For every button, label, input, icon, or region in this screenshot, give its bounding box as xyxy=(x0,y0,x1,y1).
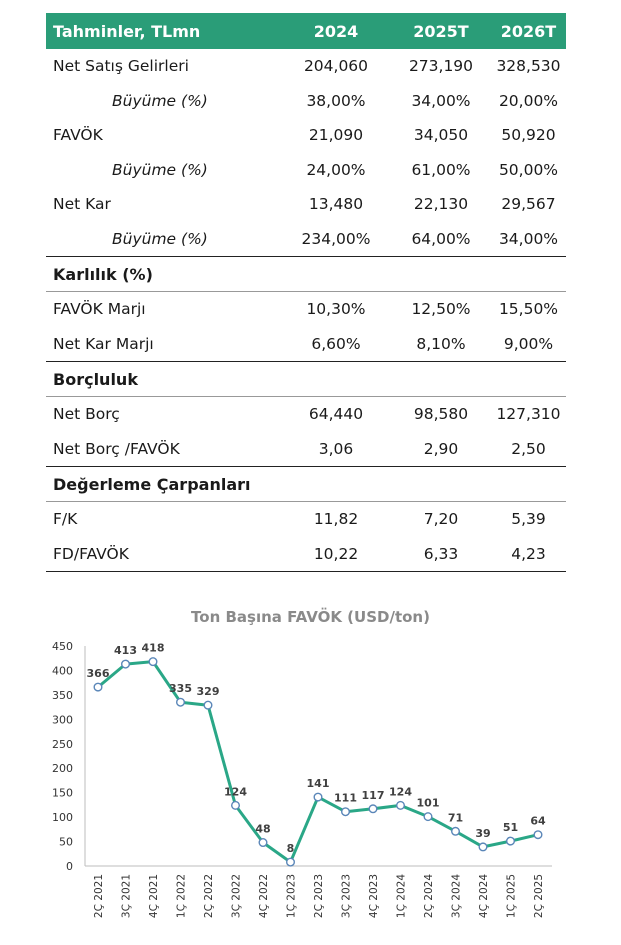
row-label: Net Borç xyxy=(53,405,120,424)
y-tick-label: 250 xyxy=(52,737,73,751)
table-row xyxy=(46,327,566,362)
x-tick-label: 1Ç 2023 xyxy=(285,874,298,919)
section-title: Değerleme Çarpanları xyxy=(53,474,251,494)
row-label: Net Borç /FAVÖK xyxy=(53,439,180,458)
cell-2026t: 20,00% xyxy=(498,91,559,110)
data-point xyxy=(479,843,487,851)
table-row xyxy=(46,537,566,572)
data-point xyxy=(94,683,102,691)
cell-2025t: 61,00% xyxy=(411,160,471,179)
table-header xyxy=(46,13,566,49)
table-row xyxy=(46,153,566,188)
table-row xyxy=(46,118,566,153)
row-label: Net Satış Gelirleri xyxy=(53,57,189,76)
data-label: 111 xyxy=(334,791,357,805)
y-tick-label: 150 xyxy=(52,786,73,800)
cell-2025t: 7,20 xyxy=(423,510,459,529)
data-label: 124 xyxy=(224,785,247,799)
cell-2026t: 9,00% xyxy=(503,334,554,353)
y-tick-label: 100 xyxy=(52,811,73,825)
data-point xyxy=(259,839,267,847)
row-label: Büyüme (%) xyxy=(112,91,208,110)
cell-2026t: 15,50% xyxy=(498,300,559,319)
cell-2024: 3,06 xyxy=(318,439,354,458)
data-label: 366 xyxy=(86,667,110,681)
cell-2026t: 50,920 xyxy=(501,126,556,145)
data-label: 329 xyxy=(196,685,220,699)
table-row xyxy=(46,49,566,84)
table-bottom-rule xyxy=(46,571,566,572)
cell-2024: 10,30% xyxy=(306,300,366,319)
row-label: FAVÖK xyxy=(53,126,103,145)
data-label: 418 xyxy=(141,641,165,655)
x-tick-label: 4Ç 2022 xyxy=(258,874,270,919)
data-point xyxy=(507,837,515,845)
cell-2025t: 8,10% xyxy=(416,334,466,353)
cell-2024: 24,00% xyxy=(306,160,366,179)
header-label: Tahminler, TLmn xyxy=(53,21,201,41)
header-2024: 2024 xyxy=(313,21,359,41)
y-tick-label: 50 xyxy=(59,835,73,849)
x-tick-label: 1Ç 2024 xyxy=(395,874,408,919)
data-point xyxy=(424,813,432,821)
data-label: 141 xyxy=(306,777,330,791)
y-tick-label: 400 xyxy=(52,664,73,678)
x-tick-label: 2Ç 2025 xyxy=(533,874,545,919)
x-tick-label: 2Ç 2022 xyxy=(203,874,215,919)
x-tick-label: 3Ç 2023 xyxy=(340,874,353,919)
data-point xyxy=(204,701,212,709)
x-tick-label: 2Ç 2024 xyxy=(423,874,435,919)
cell-2025t: 34,050 xyxy=(413,126,469,145)
table-row xyxy=(46,84,566,119)
cell-2026t: 2,50 xyxy=(511,439,546,458)
cell-2026t: 328,530 xyxy=(496,57,561,76)
data-label: 8 xyxy=(286,842,295,856)
x-tick-label: 4Ç 2021 xyxy=(148,874,160,919)
cell-2024: 234,00% xyxy=(301,229,371,248)
chart-title: Ton Başına FAVÖK (USD/ton) xyxy=(191,608,430,626)
x-tick-label: 1Ç 2025 xyxy=(505,874,518,919)
header-2025t: 2025T xyxy=(413,21,469,41)
section-header-karlilik xyxy=(46,256,566,292)
y-tick-label: 200 xyxy=(52,762,73,776)
data-label: 48 xyxy=(255,822,271,836)
x-tick-label: 2Ç 2023 xyxy=(313,874,325,919)
cell-2026t: 34,00% xyxy=(498,229,559,248)
ebitda-per-ton-chart xyxy=(0,600,621,941)
row-label: F/K xyxy=(53,510,78,529)
header-2026t: 2026T xyxy=(500,21,557,41)
row-label: FAVÖK Marjı xyxy=(53,300,146,319)
data-label: 51 xyxy=(502,821,519,835)
x-tick-label: 4Ç 2023 xyxy=(368,874,380,919)
x-tick-label: 3Ç 2021 xyxy=(120,874,133,919)
table-row xyxy=(46,187,566,222)
cell-2024: 64,440 xyxy=(308,405,364,424)
x-tick-label: 3Ç 2022 xyxy=(230,874,243,919)
cell-2024: 11,82 xyxy=(313,510,359,529)
data-point xyxy=(314,793,322,801)
cell-2024: 13,480 xyxy=(308,195,364,214)
cell-2025t: 273,190 xyxy=(408,57,474,76)
data-label: 117 xyxy=(361,788,385,802)
data-point xyxy=(287,858,295,866)
table-row xyxy=(46,292,566,327)
data-label: 64 xyxy=(530,814,546,828)
data-label: 413 xyxy=(114,644,137,658)
data-point xyxy=(122,660,130,668)
data-point xyxy=(177,698,185,706)
data-label: 71 xyxy=(447,811,464,825)
data-point xyxy=(452,827,460,835)
cell-2025t: 64,00% xyxy=(411,229,471,248)
cell-2025t: 98,580 xyxy=(413,405,469,424)
section-header-degerleme xyxy=(46,466,566,502)
data-point xyxy=(369,805,377,813)
row-label: FD/FAVÖK xyxy=(53,544,129,563)
x-tick-label: 2Ç 2021 xyxy=(93,874,105,919)
row-label: Net Kar xyxy=(53,195,111,214)
cell-2025t: 12,50% xyxy=(411,300,471,319)
x-tick-label: 1Ç 2022 xyxy=(175,874,188,919)
cell-2026t: 29,567 xyxy=(501,195,556,214)
line-chart xyxy=(0,600,621,941)
table-row xyxy=(46,397,566,432)
y-tick-label: 450 xyxy=(52,640,73,653)
cell-2026t: 4,23 xyxy=(511,544,546,563)
cell-2025t: 2,90 xyxy=(423,439,459,458)
cell-2025t: 6,33 xyxy=(423,544,459,563)
table-row xyxy=(46,432,566,467)
data-point xyxy=(534,831,542,839)
x-tick-label: 3Ç 2024 xyxy=(450,874,463,919)
data-point xyxy=(232,802,240,810)
cell-2025t: 34,00% xyxy=(411,91,471,110)
cell-2026t: 50,00% xyxy=(498,160,559,179)
cell-2026t: 5,39 xyxy=(511,510,546,529)
table-row xyxy=(46,222,566,257)
data-point xyxy=(149,658,157,666)
row-label: Büyüme (%) xyxy=(112,229,208,248)
cell-2024: 21,090 xyxy=(308,126,364,145)
x-tick-label: 4Ç 2024 xyxy=(478,874,490,919)
row-label: Net Kar Marjı xyxy=(53,334,154,353)
section-title: Karlılık (%) xyxy=(53,264,153,284)
section-header-borcluluk xyxy=(46,361,566,397)
cell-2024: 204,060 xyxy=(303,57,369,76)
cell-2024: 38,00% xyxy=(306,91,366,110)
row-label: Büyüme (%) xyxy=(112,160,208,179)
data-label: 101 xyxy=(416,796,440,810)
series-line xyxy=(98,662,538,863)
y-tick-label: 350 xyxy=(52,688,73,702)
cell-2024: 6,60% xyxy=(311,334,361,353)
data-point xyxy=(397,802,405,810)
y-tick-label: 300 xyxy=(52,713,73,727)
cell-2026t: 127,310 xyxy=(496,405,561,424)
data-label: 335 xyxy=(169,682,192,696)
cell-2025t: 22,130 xyxy=(413,195,469,214)
table-row xyxy=(46,502,566,537)
forecast-table xyxy=(46,13,566,572)
y-tick-label: 0 xyxy=(66,860,73,873)
data-label: 124 xyxy=(389,785,412,799)
data-point xyxy=(342,808,350,816)
cell-2024: 10,22 xyxy=(313,544,359,563)
section-title: Borçluluk xyxy=(53,369,138,389)
data-label: 39 xyxy=(475,826,491,840)
